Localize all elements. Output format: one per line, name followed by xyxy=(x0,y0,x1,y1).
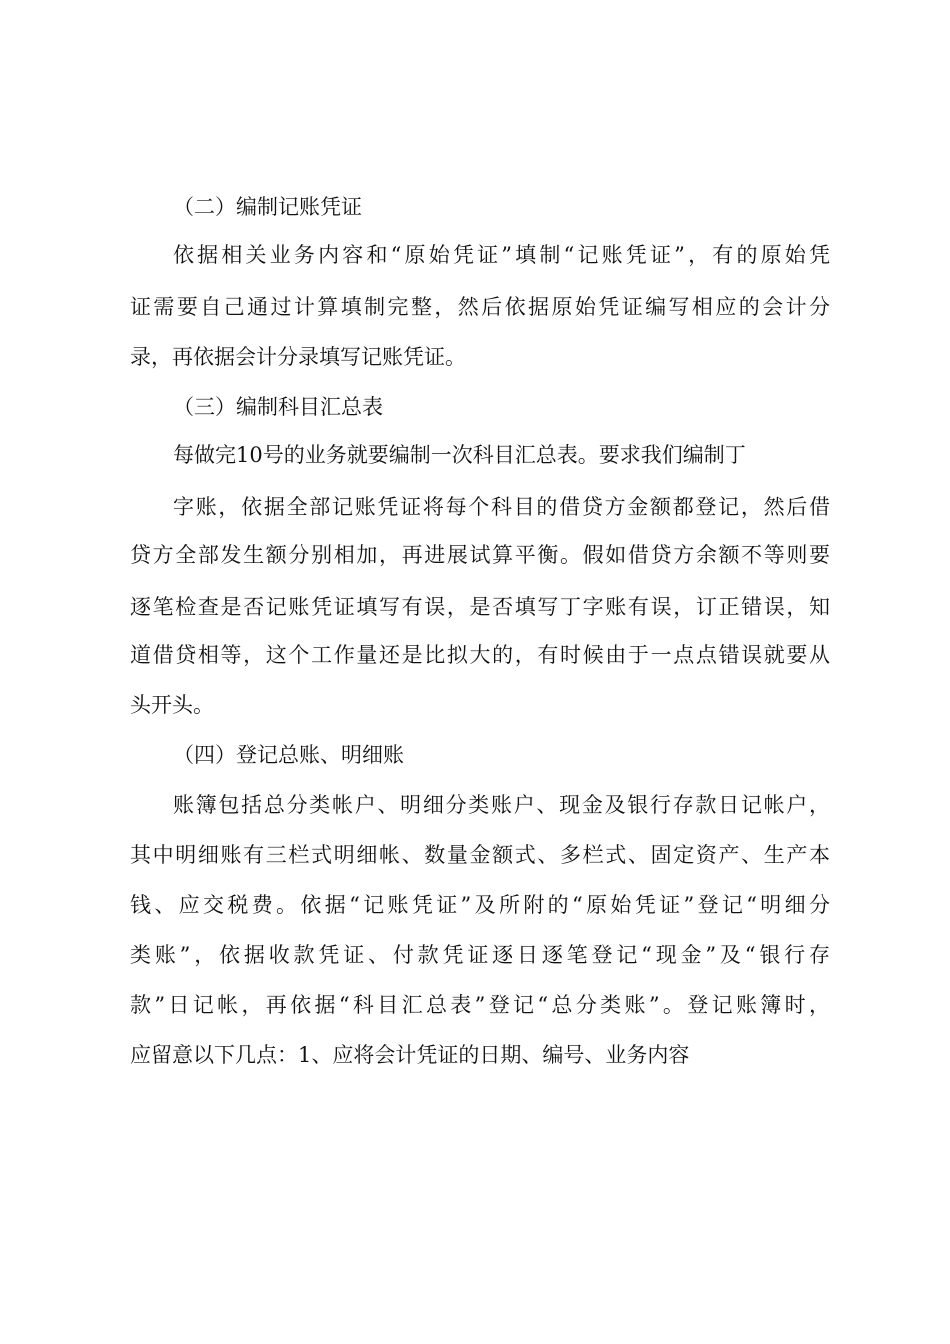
paragraph-line: 证需要自己通过计算填制完整，然后依据原始凭证编写相应的会计分 xyxy=(130,295,830,319)
paragraph-line: 逐笔检查是否记账凭证填写有误，是否填写丁字账有误，订正错误，知 xyxy=(130,595,830,619)
paragraph-line: 应留意以下几点：1、应将会计凭证的日期、编号、业务内容 xyxy=(130,1043,690,1067)
paragraph-line: 道借贷相等，这个工作量还是比拟大的，有时候由于一点点错误就要从 xyxy=(130,643,830,667)
paragraph-line: 贷方全部发生额分别相加，再进展试算平衡。假如借贷方余额不等则要 xyxy=(130,543,830,567)
heading-section-3: （三）编制科目汇总表 xyxy=(173,395,383,419)
paragraph-line: 字账，依据全部记账凭证将每个科目的借贷方金额都登记，然后借 xyxy=(173,495,830,519)
heading-section-4: （四）登记总账、明细账 xyxy=(173,743,404,767)
paragraph-line: 其中明细账有三栏式明细帐、数量金额式、多栏式、固定资产、生产本 xyxy=(130,843,830,867)
paragraph-line: 账簿包括总分类帐户、明细分类账户、现金及银行存款日记帐户， xyxy=(173,793,830,817)
heading-section-2: （二）编制记账凭证 xyxy=(173,195,362,219)
paragraph-line: 每做完10号的业务就要编制一次科目汇总表。要求我们编制丁 xyxy=(173,443,746,467)
paragraph-line: 钱、应交税费。依据“记账凭证”及所附的“原始凭证”登记“明细分 xyxy=(130,893,830,917)
paragraph-line: 头开头。 xyxy=(130,693,214,717)
paragraph-line: 类账”，依据收款凭证、付款凭证逐日逐笔登记“现金”及“银行存 xyxy=(130,943,830,967)
paragraph-line: 依据相关业务内容和“原始凭证”填制“记账凭证”，有的原始凭 xyxy=(173,243,830,267)
paragraph-line: 录，再依据会计分录填写记账凭证。 xyxy=(130,345,466,369)
paragraph-line: 款”日记帐，再依据“科目汇总表”登记“总分类账”。登记账簿时， xyxy=(130,993,830,1017)
